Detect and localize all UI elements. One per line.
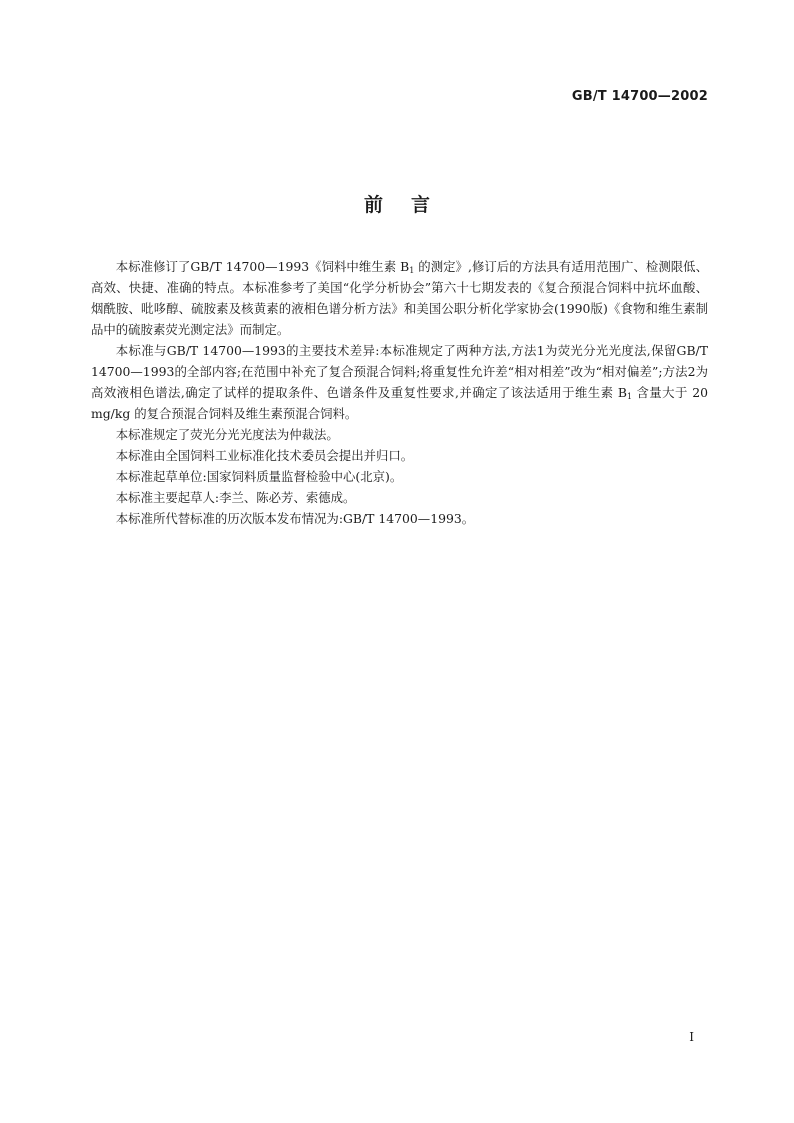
paragraph-differences: [91, 340, 708, 424]
paragraph-proposer: 本标准由全国饲料工业标准化技术委员会提出并归口。: [115, 448, 414, 463]
document-body: [91, 256, 708, 529]
page-number: I: [689, 1030, 694, 1044]
paragraph-text: 本标准与GB/T 14700—1993的主要技术差异:本标准规定了两种方法,方法1为荧光分光光度法,保留GB/T 14700—1993的全部内容;在范围中补充了复合预混合饲料;将重复性允许差“相对相差”改为“相对偏差”;方法2为高效液相色谱法,确定了试样的提取条件、色谱条件及重复性要求,并确定了该法适用于维生素 B: [91, 343, 708, 400]
standard-number: GB/T 14700—2002: [571, 89, 708, 104]
paragraph-drafters: 本标准主要起草人:李兰、陈必芳、索德成。: [115, 490, 356, 505]
page-title: 前言: [363, 194, 458, 216]
subscript: 1: [409, 266, 415, 275]
paragraph-text: 含量大于 20 mg/kg 的复合预混合饲料及维生素预混合饲料。: [91, 385, 708, 421]
paragraph-text: 的测定》,修订后的方法具有适用范围广、检测限低、高效、快捷、准确的特点。本标准参考了美国“化学分析协会”第六十七期发表的《复合预混合饲料中抗坏血酸、烟酰胺、吡哆醇、硫胺素及核黄素的液相色谱分析方法》和美国公职分析化学家协会(1990版)《食物和维生素制品中的硫胺素荧光测定法》而制定。: [91, 259, 708, 337]
paragraph-text: 本标准修订了GB/T 14700—1993《饲料中维生素 B: [115, 259, 410, 274]
paragraph-revision: [91, 256, 708, 340]
paragraph-history: 本标准所代替标准的历次版本发布情况为:GB/T 14700—1993。: [115, 511, 475, 526]
subscript: 1: [626, 392, 633, 401]
paragraph-drafting-unit: 本标准起草单位:国家饲料质量监督检验中心(北京)。: [115, 469, 403, 484]
paragraph-arbitration: 本标准规定了荧光分光光度法为仲裁法。: [115, 427, 339, 442]
